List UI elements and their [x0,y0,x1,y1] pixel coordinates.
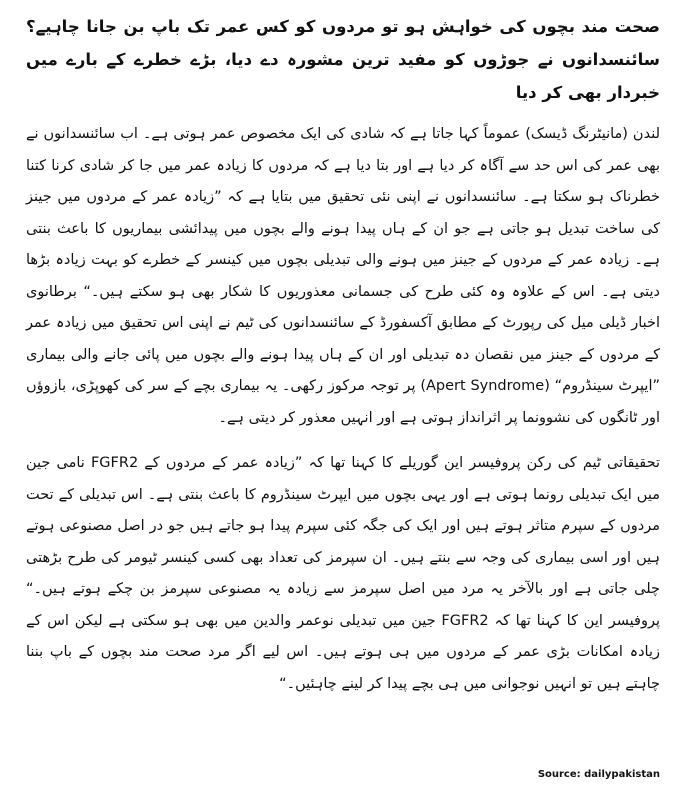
article [26,10,660,782]
source-credit: Source: dailypakistan [537,769,660,780]
article-headline: صحت مند بچوں کی خواہش ہو تو مردوں کو کس عمر تک باپ بن جانا چاہیے؟ سائنسدانوں نے جوڑوں کو مفید ترین مشورہ دے دیا، بڑے خطرے کے بارے میں خبردار بھی کر دیا [26,17,660,102]
paragraph-spacer [26,434,660,448]
article-paragraph-2: تحقیقاتی ٹیم کی رکن پروفیسر این گوریلے کا کہنا تھا کہ ”زیادہ عمر کے مردوں کے FGFR2 نامی جین میں ایک تبدیلی رونما ہوتی ہے اور یہی بچوں میں ایپرٹ سینڈروم کا باعث بنتی ہے۔ اس تبدیلی کے تحت مردوں کے سپرم متاثر ہوتے ہیں اور ایک کی جگہ کئی سپرم پیدا ہو جاتے ہیں جو در اصل مصنوعی ہوتے ہیں اور اسی بیماری کی وجہ سے بنتے ہیں۔ ان سپرمز کی تعداد بھی کسی کینسر ٹیومر کی طرح بڑھتی چلی جاتی ہے اور بالآخر یہ مرد میں اصل سپرمز سے زیادہ یہ مصنوعی سپرمز بن چکے ہوتے ہیں۔“ پروفیسر این کا کہنا تھا کہ FGFR2 جین میں تبدیلی نوعمر والدین میں بھی ہو سکتی ہے لیکن اس کے زیادہ امکانات بڑی عمر کے مردوں میں ہی ہوتے ہیں۔ اس لیے اگر مرد صحت مند بچوں کے باپ بننا چاہتے ہیں تو انہیں نوجوانی میں ہی بچے پیدا کر لینے چاہئیں۔“ [26,455,661,692]
article-paragraph-1: لندن (مانیٹرنگ ڈیسک) عموماً کہا جاتا ہے کہ شادی کی ایک مخصوص عمر ہوتی ہے۔ اب سائنسدانوں نے بھی عمر کی اس حد سے آگاہ کر دیا ہے اور بتا دیا ہے کہ مردوں کا زیادہ عمر میں جا کر شادی کرنا کتنا خطرناک ہو سکتا ہے۔ سائنسدانوں نے اپنی نئی تحقیق میں بتایا ہے کہ ”زیادہ عمر کے مردوں میں جینز کی ساخت تبدیل ہو جاتی ہے جو ان کے ہاں پیدا ہونے والے بچوں میں پیدائشی بیماریوں کا باعث بنتی ہے۔ زیادہ عمر کے مردوں کے جینز میں ہونے والی تبدیلی بچوں میں کینسر کے خطرے کو بہت زیادہ بڑھا دیتی ہے۔ اس کے علاوہ وہ کئی طرح کی جسمانی معذوریوں کا شکار بھی ہو سکتے ہیں۔“ برطانوی اخبار ڈیلی میل کی رپورٹ کے مطابق آکسفورڈ کے سائنسدانوں کی ٹیم نے اپنی اس تحقیق میں زیادہ عمر کے مردوں کے جینز میں نقصان دہ تبدیلی اور ان کے ہاں پیدا ہونے والے بچوں میں پائی جانے والی بیماری ”ایپرٹ سینڈروم“ (Apert Syndrome) پر توجہ مرکوز رکھی۔ یہ بیماری بچے کے سر کی کھوپڑی، بازوؤں اور ٹانگوں کی نشوونما پر اثرانداز ہوتی ہے اور انہیں معذور کر دیتی ہے۔ [26,126,661,426]
